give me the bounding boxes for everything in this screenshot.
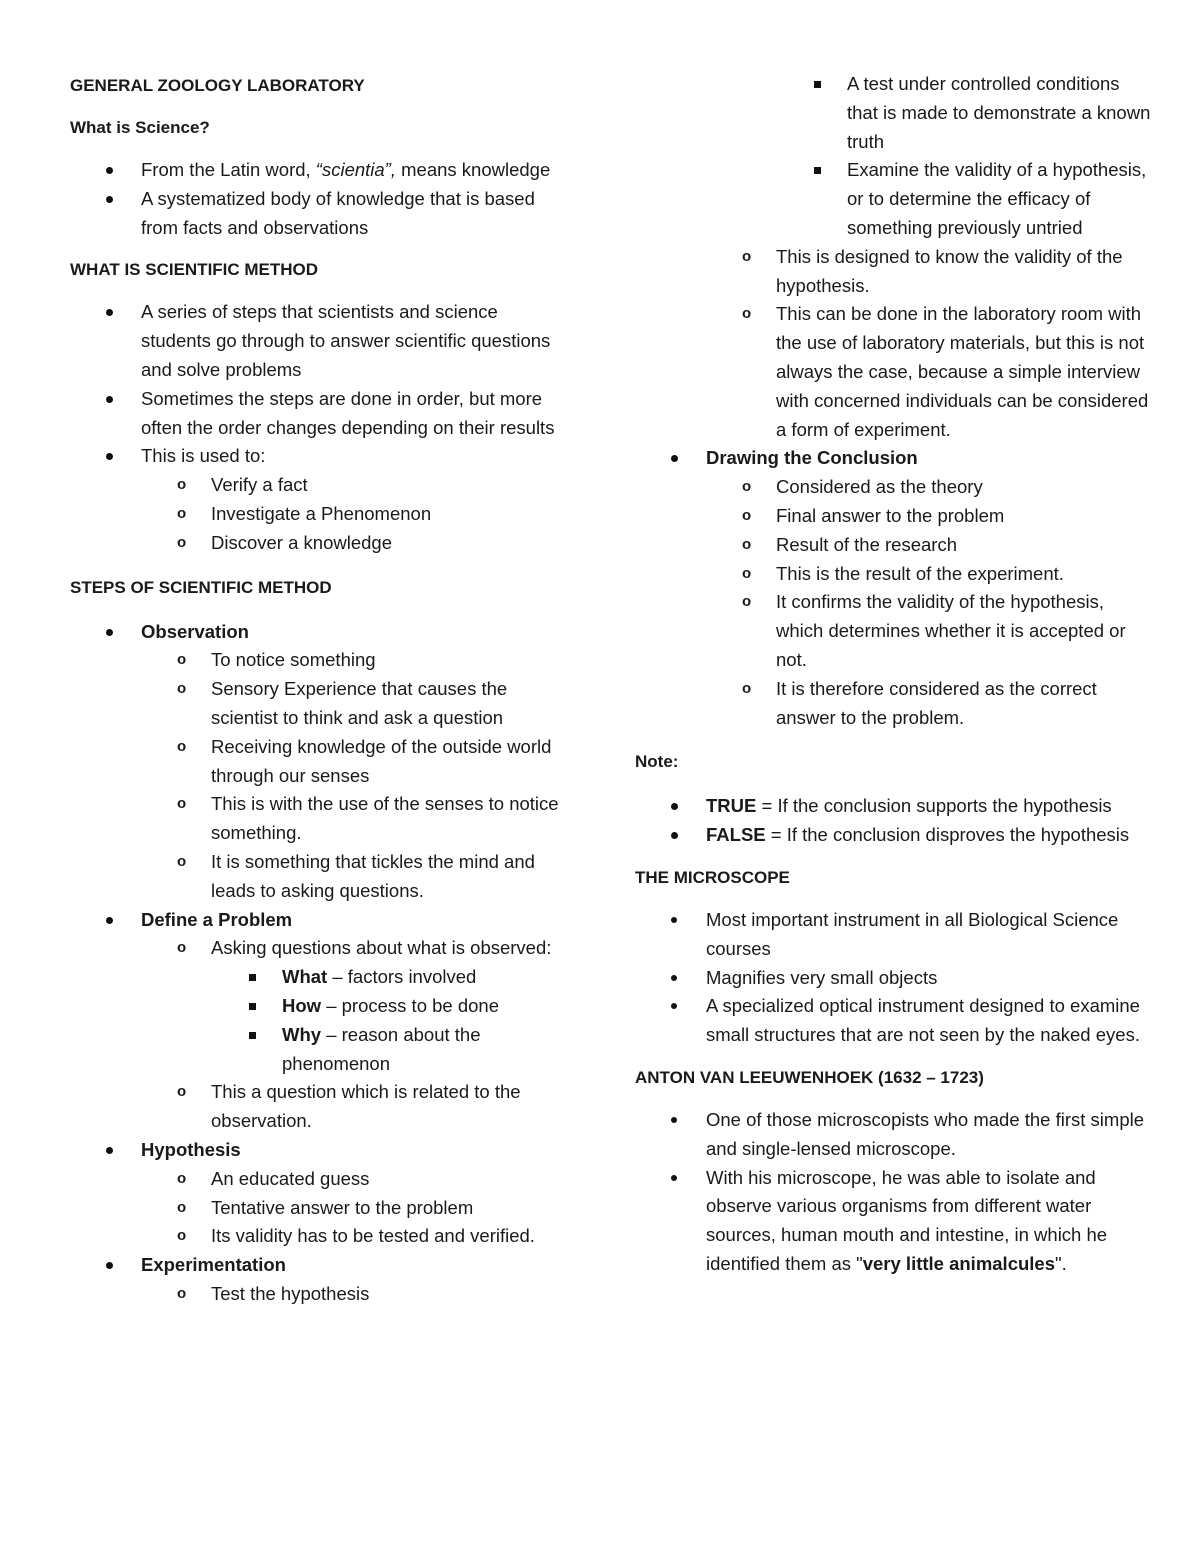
list-item: A series of steps that scientists and science students go through to answer scientific questions and solve problems [70, 298, 570, 384]
list-item: o This a question which is related to the observation. [70, 1078, 570, 1136]
microscope-list [635, 906, 1155, 1050]
list-item: How – process to be done [70, 992, 570, 1021]
step-hypothesis: Hypothesis [70, 1136, 570, 1165]
right-column [635, 70, 1155, 1279]
list-item: What – factors involved [70, 963, 570, 992]
list-item: o This can be done in the laboratory room with the use of laboratory materials, but this is not always the case, because a simple interview with concerned individuals can be considered a form of experiment. [635, 300, 1155, 444]
list-item: FALSE = If the conclusion disproves the hypothesis [635, 821, 1155, 850]
microscope-heading: THE MICROSCOPE [635, 867, 790, 887]
list-item: A specialized optical instrument designed to examine small structures that are not seen by the naked eyes. [635, 992, 1155, 1050]
list-item: o Asking questions about what is observed: [70, 934, 570, 963]
step-define-problem: Define a Problem [70, 906, 570, 935]
list-item: o Receiving knowledge of the outside world through our senses [70, 733, 570, 791]
list-item: o To notice something [70, 646, 570, 675]
list-item: From the Latin word, “scientia”, means knowledge [70, 156, 570, 185]
list-item: With his microscope, he was able to isolate and observe various organisms from different water sources, human mouth and intestine, in which he identified them as "very little animalcules". [635, 1164, 1155, 1279]
experimentation-continued-list [635, 70, 1155, 732]
science-list [70, 156, 570, 242]
list-item: o This is designed to know the validity of the hypothesis. [635, 243, 1155, 301]
list-item: o It confirms the validity of the hypothesis, which determines whether it is accepted or not. [635, 588, 1155, 674]
list-item: o This is the result of the experiment. [635, 560, 1155, 589]
list-item: Sometimes the steps are done in order, but more often the order changes depending on their results [70, 385, 570, 443]
list-item: o Test the hypothesis [70, 1280, 570, 1309]
note-list [635, 792, 1155, 850]
list-item: Examine the validity of a hypothesis, or to determine the efficacy of something previously untried [635, 156, 1155, 242]
list-item: o An educated guess [70, 1165, 570, 1194]
leeuwenhoek-heading: ANTON VAN LEEUWENHOEK (1632 – 1723) [635, 1067, 984, 1087]
method-heading: WHAT IS SCIENTIFIC METHOD [70, 260, 319, 280]
list-item: Why – reason about the phenomenon [70, 1021, 570, 1079]
step-observation: Observation [70, 618, 570, 647]
document-title: GENERAL ZOOLOGY LABORATORY [70, 76, 365, 95]
leeuwenhoek-list [635, 1106, 1155, 1279]
list-item: o Its validity has to be tested and verified. [70, 1222, 570, 1251]
left-column [70, 72, 570, 1309]
list-item: One of those microscopists who made the first simple and single-lensed microscope. [635, 1106, 1155, 1164]
list-item: A systematized body of knowledge that is based from facts and observations [70, 185, 570, 243]
list-item: Most important instrument in all Biological Science courses [635, 906, 1155, 964]
list-item: o Result of the research [635, 531, 1155, 560]
steps-heading: STEPS OF SCIENTIFIC METHOD [70, 577, 332, 597]
list-item: o Discover a knowledge [70, 529, 570, 558]
list-item: o Considered as the theory [635, 473, 1155, 502]
list-item: o Tentative answer to the problem [70, 1194, 570, 1223]
list-item: o Sensory Experience that causes the scientist to think and ask a question [70, 675, 570, 733]
steps-list [70, 618, 570, 1309]
list-item: o It is therefore considered as the correct answer to the problem. [635, 675, 1155, 733]
list-item: o Final answer to the problem [635, 502, 1155, 531]
list-item: A test under controlled conditions that is made to demonstrate a known truth [635, 70, 1155, 156]
list-item: TRUE = If the conclusion supports the hypothesis [635, 792, 1155, 821]
list-item: This is used to: [70, 442, 570, 471]
science-heading: What is Science? [70, 118, 210, 137]
step-drawing-conclusion: Drawing the Conclusion [635, 444, 1155, 473]
list-item: o This is with the use of the senses to notice something. [70, 790, 570, 848]
list-item: o Investigate a Phenomenon [70, 500, 570, 529]
method-list [70, 298, 570, 557]
step-experimentation: Experimentation [70, 1251, 570, 1280]
note-heading: Note: [635, 752, 679, 772]
list-item: o It is something that tickles the mind and leads to asking questions. [70, 848, 570, 906]
list-item: Magnifies very small objects [635, 964, 1155, 993]
list-item: o Verify a fact [70, 471, 570, 500]
